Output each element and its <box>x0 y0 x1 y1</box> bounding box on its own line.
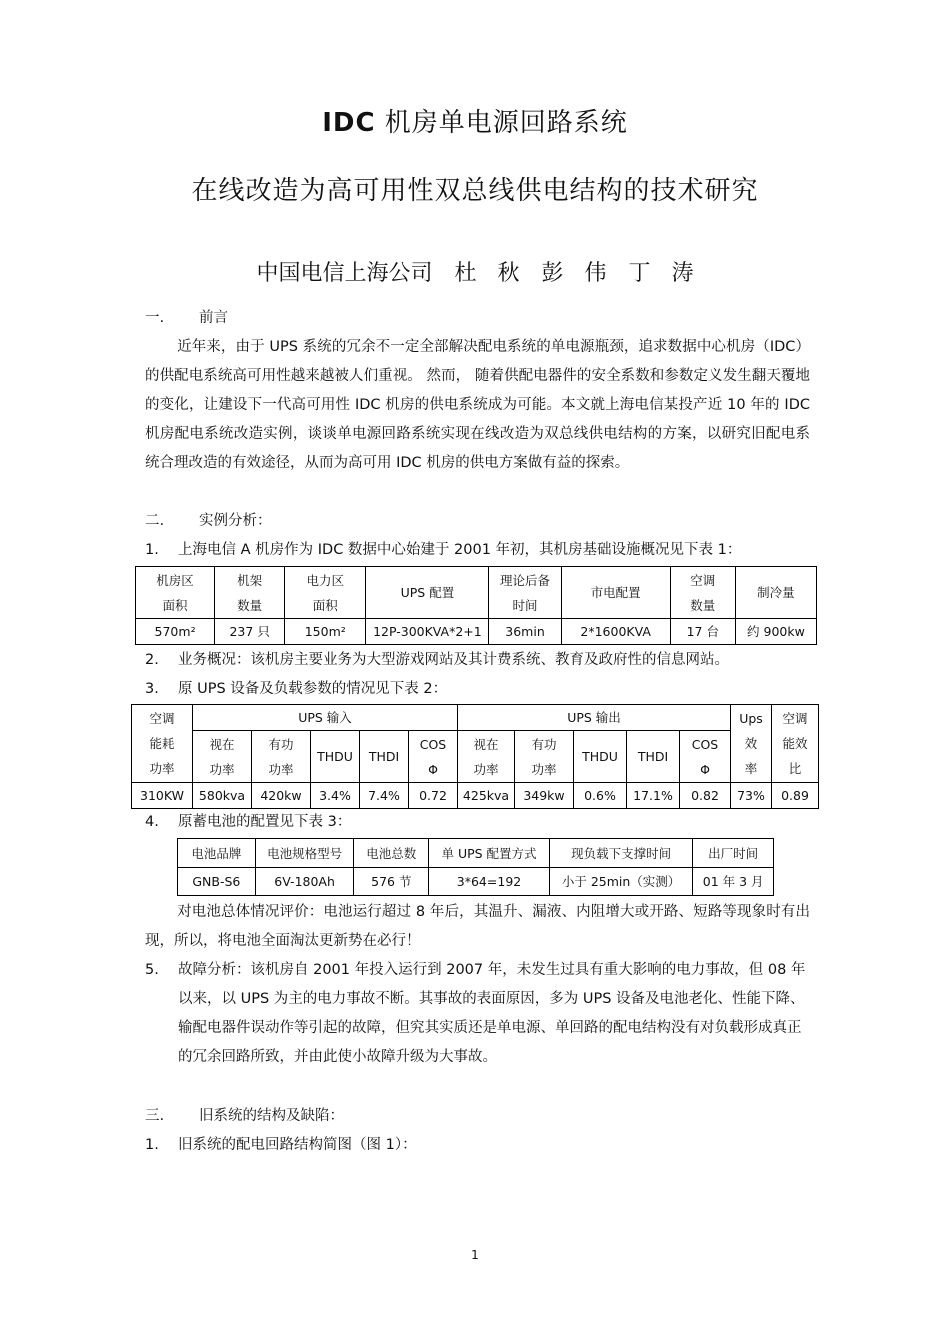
table-2-header-row-1 <box>132 705 819 731</box>
item-6: 1. 旧系统的配电回路结构简图（图 1）： <box>145 1137 417 1153</box>
t2-h-out-thdi: THDI <box>627 731 680 783</box>
t2-h-ac-power: 空调 能耗 功率 <box>132 705 193 783</box>
t2-cell: 349kw <box>515 783 574 809</box>
title-prefix: IDC <box>322 108 376 138</box>
t2-cell: 17.1% <box>627 783 680 809</box>
table-2-header-row-2 <box>132 731 819 783</box>
table-3-battery <box>177 838 774 896</box>
t2-h-in-thdu: THDU <box>311 731 360 783</box>
title-line-1 <box>0 102 950 139</box>
section-3-heading: 三. 旧系统的结构及缺陷： <box>145 1108 344 1124</box>
t2-h-ups-input: UPS 输入 <box>193 705 458 731</box>
t1-cell: 2*1600KVA <box>561 619 670 645</box>
t2-cell: 7.4% <box>360 783 409 809</box>
section-2-heading: 二. 实例分析： <box>145 513 272 529</box>
t1-cell: 237 只 <box>215 619 285 645</box>
t3-h-date: 出厂时间 <box>693 839 774 868</box>
t2-h-ups-eff: Ups 效 率 <box>731 705 772 783</box>
t3-cell: GNB-S6 <box>178 868 256 896</box>
t2-cell: 425kva <box>458 783 515 809</box>
item-3: 3. 原 UPS 设备及负载参数的情况见下表 2： <box>145 681 448 697</box>
t2-cell: 0.82 <box>680 783 731 809</box>
t3-cell: 01 年 3 月 <box>693 868 774 896</box>
t2-cell: 420kw <box>252 783 311 809</box>
item-2: 2. 业务概况：该机房主要业务为大型游戏网站及其计费系统、教育及政府性的信息网站。 <box>145 652 729 668</box>
item-4: 4. 原蓄电池的配置见下表 3： <box>145 814 352 830</box>
t3-h-brand: 电池品牌 <box>178 839 256 868</box>
item-1: 1. 上海电信 A 机房作为 IDC 数据中心始建于 2001 年初，其机房基础设施概况见下表 1： <box>145 542 742 558</box>
t1-h-backup-time: 理论后备 时间 <box>489 567 561 619</box>
t3-h-support-time: 现负载下支撑时间 <box>549 839 692 868</box>
t2-cell: 310KW <box>132 783 193 809</box>
t1-cell: 36min <box>489 619 561 645</box>
table-1-data-row <box>136 619 817 645</box>
t2-h-in-thdi: THDI <box>360 731 409 783</box>
section-1-heading: 一. 前言 <box>145 310 228 326</box>
item-5: 5. 故障分析：该机房自 2001 年投入运行到 2007 年，未发生过具有重大影响的电力事故，但 08 年以来，以 UPS 为主的电力事故不断。其事故的表面原因，多为 UPS 设备及电池老化、性能下降、输配电器件误动作等引起的故障，但究其实质还是单电源、单回路的配电结构没有对负载形成真正的冗余回路所致，并由此使小故障升级为大事故。 <box>145 962 806 1065</box>
t3-cell: 小于 25min（实测） <box>549 868 692 896</box>
t3-h-model: 电池规格型号 <box>255 839 354 868</box>
t2-h-ac-ratio: 空调 能效 比 <box>772 705 819 783</box>
t3-cell: 6V-180Ah <box>255 868 354 896</box>
title-line-2: 在线改造为高可用性双总线供电结构的技术研究 <box>191 176 759 206</box>
t2-cell: 0.72 <box>409 783 458 809</box>
t2-h-out-cos: COS Φ <box>680 731 731 783</box>
t2-cell: 0.6% <box>574 783 627 809</box>
t2-cell: 580kva <box>193 783 252 809</box>
t1-h-ac-count: 空调 数量 <box>670 567 735 619</box>
table-1-infrastructure <box>135 566 817 645</box>
t1-cell: 150m² <box>285 619 366 645</box>
table-2-ups-parameters <box>131 704 819 809</box>
t2-h-out-active: 有功 功率 <box>515 731 574 783</box>
title-line1-rest: 机房单电源回路系统 <box>375 108 628 138</box>
t1-cell: 12P-300KVA*2+1 <box>366 619 489 645</box>
t2-h-in-cos: COS Φ <box>409 731 458 783</box>
table-3-header-row <box>178 839 774 868</box>
t3-h-total: 电池总数 <box>354 839 429 868</box>
t3-cell: 576 节 <box>354 868 429 896</box>
t2-cell: 0.89 <box>772 783 819 809</box>
table-1-header-row <box>136 567 817 619</box>
t1-h-mains: 市电配置 <box>561 567 670 619</box>
page-number: 1 <box>471 1248 479 1262</box>
t1-h-cooling: 制冷量 <box>735 567 816 619</box>
t2-h-in-active: 有功 功率 <box>252 731 311 783</box>
t2-cell: 73% <box>731 783 772 809</box>
intro-paragraph: 近年来，由于 UPS 系统的冗余不一定全部解决配电系统的单电源瓶颈，追求数据中心机房（IDC）的供配电系统高可用性越来越被人们重视。 然而， 随着供配电器件的安全系数和参数定义发生翻天覆地的变化，让建设下一代高可用性 IDC 机房的供电系统成为可能。本文就上海电信某投产近 10 年的 IDC 机房配电系统改造实例，谈谈单电源回路系统实现在线改造为双总线供电结构的方案，以研究旧配电系统合理改造的有效途径，从而为高可用 IDC 机房的供电方案做有益的探索。 <box>145 339 810 471</box>
t3-h-config: 单 UPS 配置方式 <box>429 839 550 868</box>
t1-h-area: 机房区 面积 <box>136 567 215 619</box>
t1-cell: 570m² <box>136 619 215 645</box>
t2-h-out-thdu: THDU <box>574 731 627 783</box>
t2-h-in-apparent: 视在 功率 <box>193 731 252 783</box>
t1-cell: 约 900kw <box>735 619 816 645</box>
battery-evaluation: 对电池总体情况评价：电池运行超过 8 年后，其温升、漏液、内阻增大或开路、短路等现象时有出现，所以，将电池全面淘汰更新势在必行！ <box>145 904 810 949</box>
table-3-data-row <box>178 868 774 896</box>
table-2-data-row <box>132 783 819 809</box>
t1-h-racks: 机架 数量 <box>215 567 285 619</box>
t3-cell: 3*64=192 <box>429 868 550 896</box>
authors: 中国电信上海公司 杜 秋 彭 伟 丁 涛 <box>256 261 694 286</box>
t2-h-out-apparent: 视在 功率 <box>458 731 515 783</box>
t1-h-power-area: 电力区 面积 <box>285 567 366 619</box>
t2-h-ups-output: UPS 输出 <box>458 705 731 731</box>
t1-cell: 17 台 <box>670 619 735 645</box>
t1-h-ups: UPS 配置 <box>366 567 489 619</box>
t2-cell: 3.4% <box>311 783 360 809</box>
